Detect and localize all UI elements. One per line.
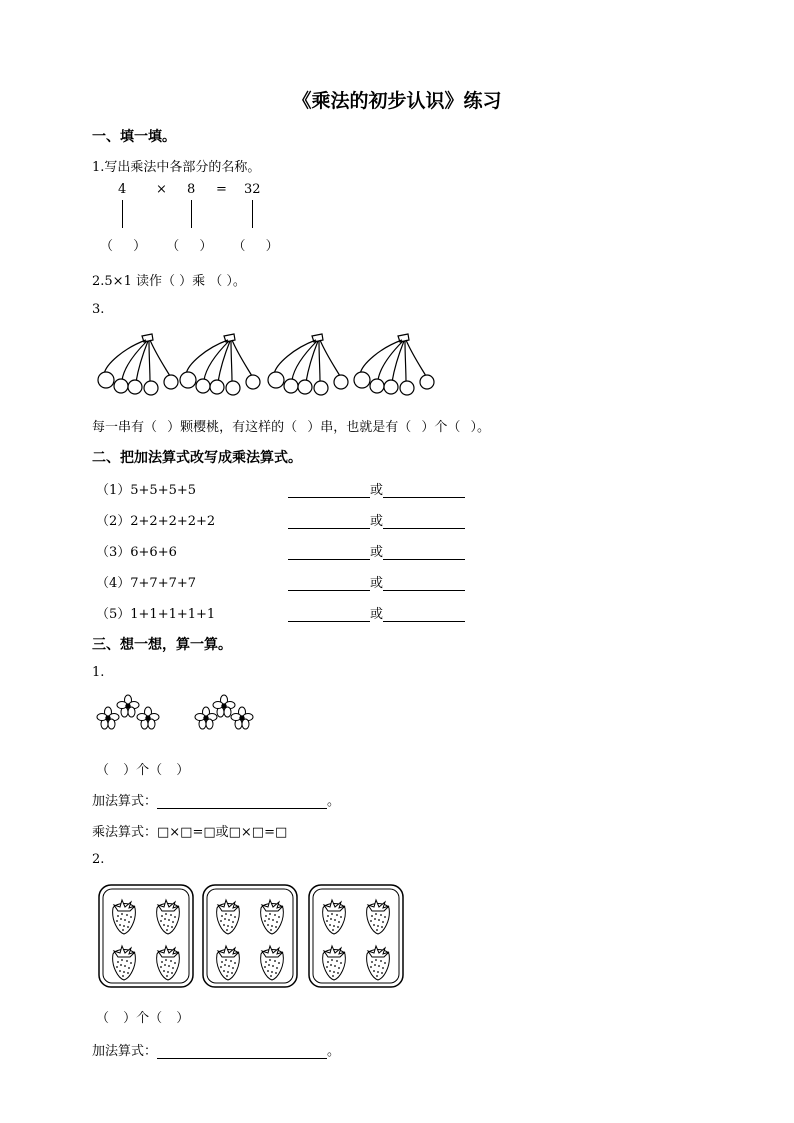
s3-q1-groups: （ ）个（ ） bbox=[96, 763, 190, 778]
answer-blank[interactable] bbox=[288, 608, 370, 622]
eq-factor-2: 8 bbox=[187, 182, 196, 197]
s3-q2-groups: （ ）个（ ） bbox=[96, 1011, 190, 1026]
s3-q1-addition-row: 加法算式： 。 bbox=[92, 794, 341, 809]
eq-factor-1: 4 bbox=[118, 182, 127, 197]
rewrite-answer-row-3[interactable]: 或 bbox=[288, 541, 465, 560]
answer-blank[interactable] bbox=[383, 484, 465, 498]
q3-label: 3. bbox=[92, 302, 105, 317]
rewrite-item-2: （2）2+2+2+2+2 bbox=[96, 514, 216, 529]
answer-blank[interactable] bbox=[288, 515, 370, 529]
cherry-bunch-icon bbox=[268, 334, 348, 395]
answer-blank[interactable] bbox=[383, 546, 465, 560]
q2-text: 2.5×1 读作（ ）乘 （ ）。 bbox=[92, 274, 246, 289]
page-title: 《乘法的初步认识》练习 bbox=[292, 90, 502, 112]
q3-sentence: 每一串有（ ）颗樱桃，有这样的（ ）串，也就是有（ ）个（ ）。 bbox=[92, 420, 491, 435]
section-3-heading: 三、想一想，算一算。 bbox=[92, 637, 232, 653]
strawberry-box-icon bbox=[99, 885, 193, 987]
cherry-bunch-icon bbox=[180, 334, 260, 395]
answer-blank[interactable] bbox=[383, 577, 465, 591]
flower-icon bbox=[137, 707, 159, 729]
eq-times-sign: × bbox=[156, 182, 167, 197]
rewrite-answer-row-1[interactable]: 或 bbox=[288, 479, 465, 498]
rewrite-item-4: （4）7+7+7+7 bbox=[96, 576, 197, 591]
section-1-heading: 一、填一填。 bbox=[92, 129, 176, 145]
pointer-line-factor-2 bbox=[191, 200, 192, 228]
strawberry-boxes-illustration bbox=[96, 882, 408, 990]
name-answer-blanks[interactable]: （ ） （ ） （ ） bbox=[100, 239, 279, 254]
flower-icon bbox=[231, 707, 253, 729]
flower-icon bbox=[195, 707, 217, 729]
rewrite-answer-row-4[interactable]: 或 bbox=[288, 572, 465, 591]
answer-blank[interactable] bbox=[383, 515, 465, 529]
answer-blank[interactable] bbox=[288, 546, 370, 560]
section-2-heading: 二、把加法算式改写成乘法算式。 bbox=[92, 450, 302, 466]
rewrite-answer-row-5[interactable]: 或 bbox=[288, 603, 465, 622]
answer-blank[interactable] bbox=[383, 608, 465, 622]
addition-blank[interactable] bbox=[157, 795, 327, 809]
answer-blank[interactable] bbox=[288, 484, 370, 498]
s3-q2-label: 2. bbox=[92, 852, 105, 867]
cherry-bunch-icon bbox=[98, 334, 178, 395]
addition-blank[interactable] bbox=[157, 1045, 327, 1059]
flower-groups-illustration bbox=[96, 694, 260, 736]
rewrite-item-3: （3）6+6+6 bbox=[96, 545, 177, 560]
flower-icon bbox=[213, 695, 235, 717]
flower-icon bbox=[97, 707, 119, 729]
pointer-line-factor-1 bbox=[122, 200, 123, 228]
flower-icon bbox=[117, 695, 139, 717]
eq-product: 32 bbox=[244, 182, 261, 197]
s3-q2-addition-row: 加法算式： 。 bbox=[92, 1044, 341, 1059]
strawberry-box-icon bbox=[309, 885, 403, 987]
cherry-bunch-icon bbox=[354, 334, 434, 395]
strawberry-box-icon bbox=[203, 885, 297, 987]
s3-q1-label: 1. bbox=[92, 665, 105, 680]
rewrite-item-1: （1）5+5+5+5 bbox=[96, 483, 197, 498]
pointer-line-product bbox=[252, 200, 253, 228]
cherry-bunches-illustration bbox=[94, 328, 444, 396]
s3-q1-multiplication: 乘法算式：□×□=□或□×□=□ bbox=[92, 825, 288, 840]
rewrite-item-5: （5）1+1+1+1+1 bbox=[96, 607, 216, 622]
q1-prompt: 1.写出乘法中各部分的名称。 bbox=[92, 160, 261, 175]
rewrite-answer-row-2[interactable]: 或 bbox=[288, 510, 465, 529]
answer-blank[interactable] bbox=[288, 577, 370, 591]
eq-equals-sign: = bbox=[216, 182, 227, 197]
